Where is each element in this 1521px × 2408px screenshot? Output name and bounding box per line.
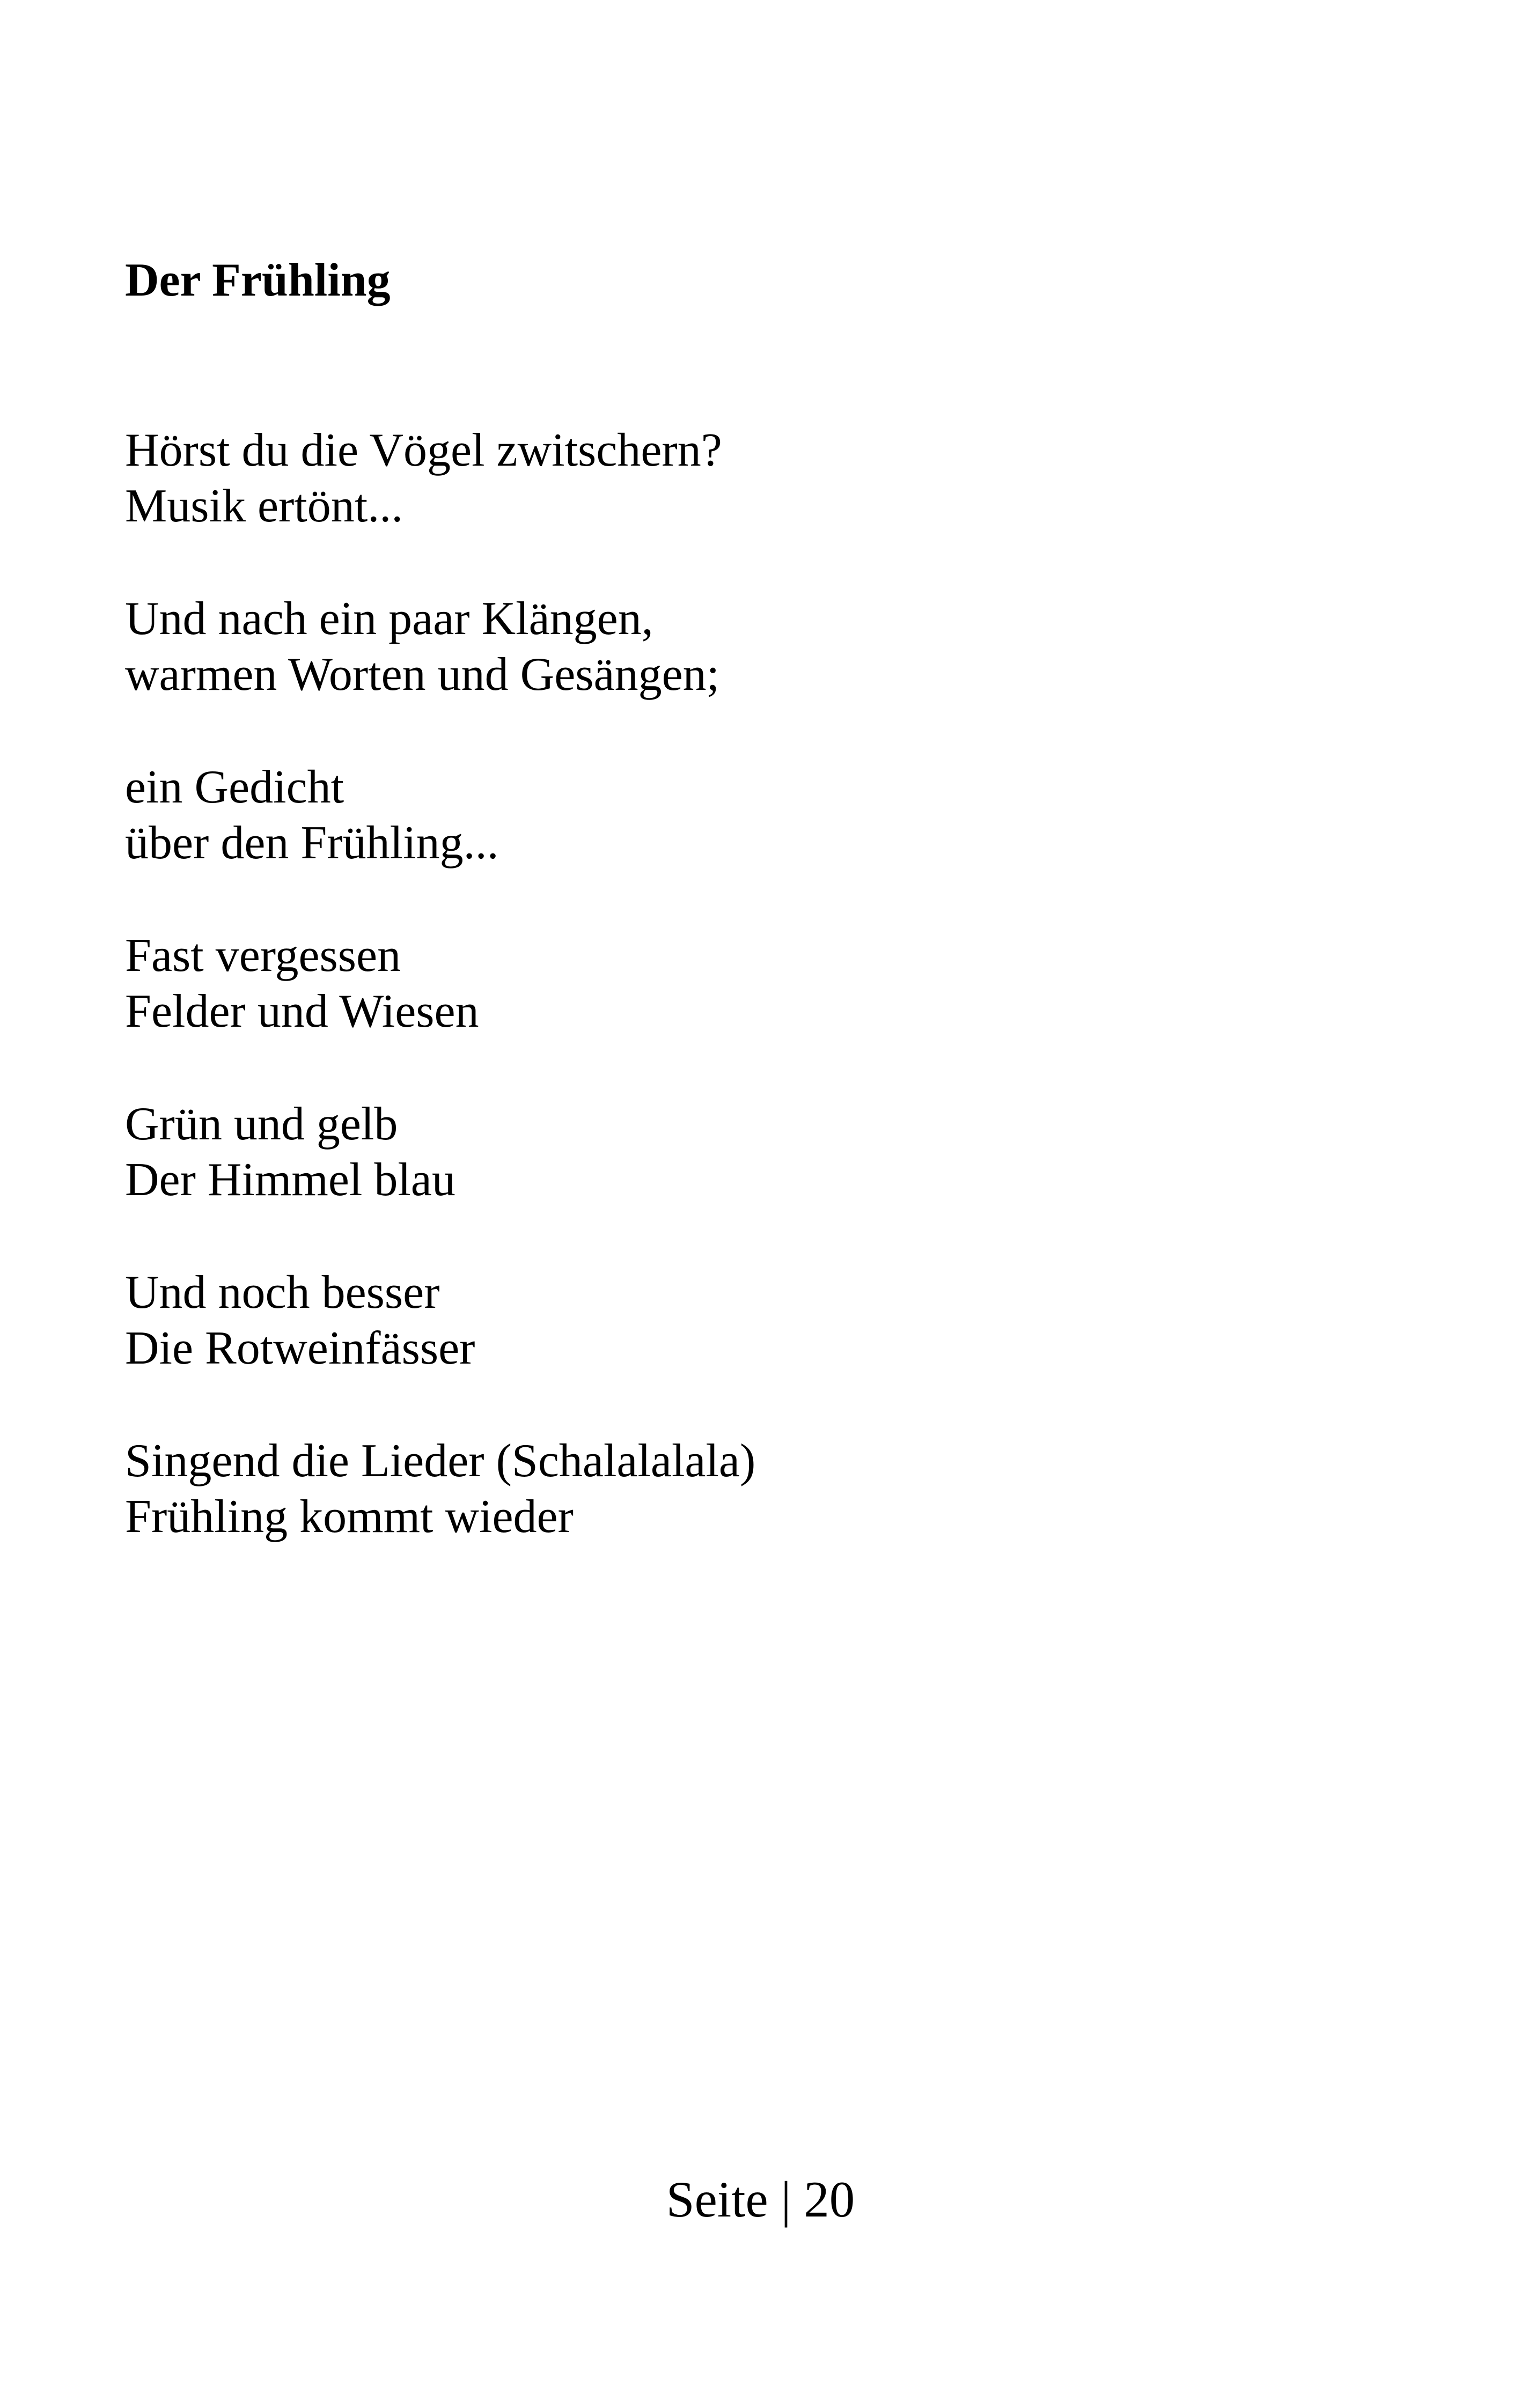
poem-line: Und noch besser <box>125 1266 440 1319</box>
poem-line: Musik ertönt... <box>125 480 403 532</box>
poem-line: Und nach ein paar Klängen, <box>125 593 653 645</box>
stanza <box>125 928 1413 1096</box>
poem-line: Frühling kommt wieder <box>125 1491 574 1543</box>
stanza <box>125 591 1413 760</box>
poem-line: Fast vergessen <box>125 930 401 982</box>
stanza <box>125 423 1413 591</box>
page-number: Seite | 20 <box>666 2171 855 2228</box>
poem-line: Die Rotweinfässer <box>125 1322 475 1374</box>
poem-line: warmen Worten und Gesängen; <box>125 649 720 701</box>
stanza <box>125 1433 1413 1602</box>
poem-line: Hörst du die Vögel zwitschern? <box>125 424 722 476</box>
poem-line: Felder und Wiesen <box>125 985 479 1037</box>
poem-line: Der Himmel blau <box>125 1154 455 1206</box>
poem-line: über den Frühling... <box>125 817 499 869</box>
stanza <box>125 1096 1413 1265</box>
stanza <box>125 1265 1413 1433</box>
stanza <box>125 760 1413 928</box>
poem-body <box>125 423 1413 1602</box>
poem-line: ein Gedicht <box>125 761 344 813</box>
poem-line: Grün und gelb <box>125 1098 398 1150</box>
poem-title: Der Frühling <box>125 254 391 306</box>
poem-line: Singend die Lieder (Schalalalala) <box>125 1435 756 1487</box>
